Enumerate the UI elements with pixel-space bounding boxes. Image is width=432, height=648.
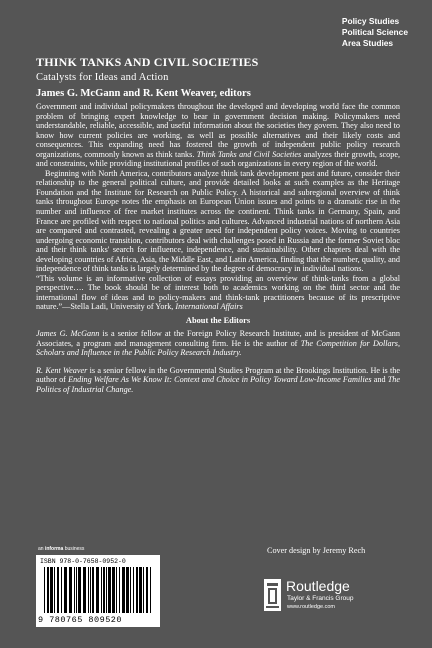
review-source: International Affairs <box>175 302 243 312</box>
mcgann-name: James G. McGann <box>36 329 100 339</box>
informa-brand: informa <box>44 546 64 552</box>
book-editors: James G. McGann and R. Kent Weaver, editors <box>36 88 251 99</box>
barcode-bar <box>61 567 62 613</box>
barcode-bar <box>74 567 75 613</box>
weaver-book-2: The Politics of Industrial Change. <box>36 375 400 394</box>
weaver-bio <box>36 366 400 395</box>
barcode-bar <box>139 567 142 613</box>
isbn-number: ISBN 978-0-7658-0952-0 <box>40 558 126 565</box>
category-area-studies: Area Studies <box>341 38 394 48</box>
weaver-and: and <box>373 375 386 385</box>
review-text: “This volume is an informative collection of essays providing an overview of think-tanks from a global perspective…. The book should be of interest both to academics working on the third sector and the international flow of ideas and to policy-makers and think-tank practitioners because of its prescriptive nature.”—Stella Ladi, University of York, <box>36 273 400 312</box>
barcode-bar <box>101 567 102 613</box>
informa-business-label <box>38 546 160 552</box>
barcode-bar <box>83 567 86 613</box>
barcode-bar <box>78 567 81 613</box>
weaver-book-1: Ending Welfare As We Know It: Context and Choice in Policy Toward Low-Income Families <box>68 375 372 385</box>
barcode-bar <box>150 567 151 613</box>
barcode-bar <box>90 567 91 613</box>
barcode-bar <box>76 567 77 613</box>
barcode-bar <box>106 567 107 613</box>
cover-design-credit: Cover design by Jeremy Rech <box>267 546 366 555</box>
description-paragraph-2: Beginning with North America, contributors analyze think tank development past and future, consider their relationship to the general political culture, and provide detailed looks at such examples as the Heritage Foundation and the Institute for Research on Public Policy. A historical and subregional overview of think tanks throughout Europe notes the emphasis on European Union issues and points to a dramatic rise in the number and influence of free market institutes across the continent. Think tanks in Germany, Spain, and France are profiled with respect to national politics and cultures. Advanced industrial nations of northern Asia are compared and contrasted, revealing a greater need for independent policy voices. Moving to countries undergoing economic transition, contributors deal with challenges posed in Russia and the former Soviet bloc and their think tanks' search for influence, independence, and sustainability. Other chapters deal with the developing countries of Africa, Asia, the Middle East, and Latin America, finding that the number, quality, and independence of think tanks is largely determined by the degree of democracy in individual nations. <box>36 168 400 274</box>
book-title: THINK TANKS AND CIVIL SOCIETIES <box>36 55 259 69</box>
review-quote <box>36 274 400 312</box>
publisher-name: Routledge <box>286 578 350 594</box>
isbn-barcode <box>36 555 160 627</box>
weaver-bio-text: is a senior fellow in the Governmental Studies Program at the Brookings Institution. He is the author of <box>36 365 401 385</box>
description-p1-end: analyzes their growth, scope, and constraints, while providing institutional profiles of such organizations in every region of the world. <box>36 149 401 169</box>
barcode-bar <box>108 567 111 613</box>
barcode-bar <box>112 567 115 613</box>
description-p1-title: Think Tanks and Civil Societies <box>196 149 302 159</box>
barcode-bar <box>116 567 117 613</box>
subject-categories <box>342 16 408 49</box>
barcode-bars <box>44 567 152 613</box>
category-political-science: Political Science <box>341 27 408 37</box>
barcode-bar <box>103 567 105 613</box>
barcode-bar <box>146 567 148 613</box>
barcode-bar <box>122 567 125 613</box>
description-paragraph-1 <box>36 102 400 169</box>
informa-prefix: an <box>38 546 44 552</box>
barcode-bar <box>130 567 131 613</box>
barcode-digits: 9 780765 809520 <box>38 615 123 625</box>
barcode-bar <box>143 567 144 613</box>
barcode-bar <box>133 567 134 613</box>
mcgann-bio-text: is a senior fellow at the Foreign Policy Research Institute, and is president of McGann Associates, a program and management consulting firm. He is the author of <box>36 329 400 348</box>
mcgann-bio <box>36 329 400 358</box>
barcode-bar <box>69 567 72 613</box>
back-cover-main <box>36 55 400 402</box>
publisher-logo-block <box>264 578 404 618</box>
barcode-bar <box>57 567 59 613</box>
book-subtitle: Catalysts for Ideas and Action <box>36 72 169 83</box>
category-policy-studies: Policy Studies <box>341 16 400 26</box>
about-editors-heading: About the Editors <box>185 316 251 326</box>
routledge-tower-icon <box>264 579 281 611</box>
barcode-bar <box>92 567 94 613</box>
barcode-bar <box>54 567 55 613</box>
barcode-bar <box>88 567 89 613</box>
barcode-bar <box>64 567 67 613</box>
description-p1-text: Government and individual policymakers throughout the developed and developing world face the common problem of bringing expert knowledge to bear in government decision making. Policymakers need understandable, reliable, accessible, and useful information about the societies they govern. They also need to know how current policies are working, as well as possible alternatives and their likely costs and consequences. This expanding need has fostered the growth of independent public policy research organizations, commonly known as think tanks. <box>36 102 400 159</box>
barcode-bar <box>50 567 53 613</box>
barcode-bar <box>136 567 138 613</box>
barcode-bar <box>44 567 45 613</box>
barcode-bar <box>126 567 129 613</box>
weaver-name: R. Kent Weaver <box>36 365 88 375</box>
book-description <box>36 102 400 312</box>
publisher-url: www.routledge.com <box>287 604 335 610</box>
barcode-bar <box>119 567 120 613</box>
barcode-bar <box>47 567 49 613</box>
informa-suffix: business <box>64 546 85 552</box>
publisher-group: Taylor & Francis Group <box>287 595 354 602</box>
mcgann-book: The Competition for Dollars, Scholars and Influence in the Public Policy Research Industry. <box>36 338 401 358</box>
barcode-bar <box>96 567 99 613</box>
barcode-block <box>36 546 160 627</box>
